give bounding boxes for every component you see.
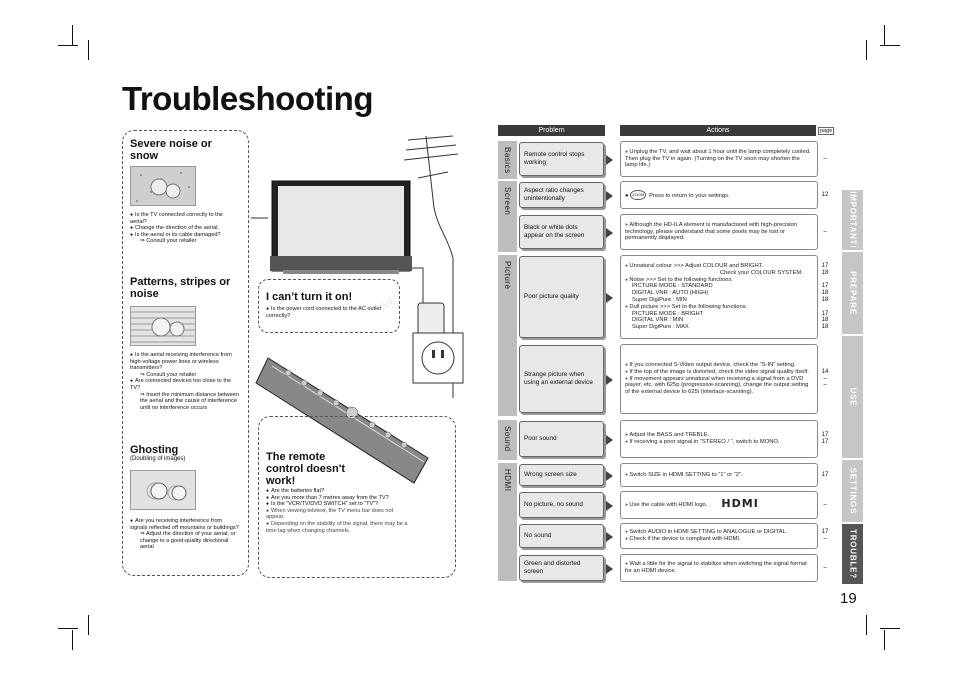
- stripes-illustration: [130, 306, 196, 346]
- action-line: ● If the top of the image is distorted, check the video signal quality itself.: [625, 369, 813, 376]
- arrow-icon: [606, 501, 613, 511]
- action-line: [625, 149, 813, 169]
- patterns-heading: Patterns, stripes or noise: [130, 276, 231, 300]
- page-ref: –: [823, 564, 827, 571]
- remote-brand-logo: JVC: [378, 296, 399, 314]
- action-cell: [620, 554, 818, 582]
- crop-mark: [88, 615, 89, 635]
- page-ref-cell: [818, 463, 832, 487]
- bullet-item: ⇒ Insert the minimum distance between the aerial and the cause of interference until no interference occurs: [130, 392, 240, 412]
- action-cell: [620, 255, 818, 339]
- tab-trouble[interactable]: [842, 524, 863, 584]
- action-line: [625, 561, 813, 575]
- crop-mark: [88, 40, 89, 60]
- patterns-bullets: [130, 352, 240, 411]
- arrow-icon: [606, 155, 613, 165]
- crop-mark: [866, 40, 867, 60]
- page-ref: 17: [821, 439, 829, 445]
- bullet-item: ● Is the “VCR/TV/DVD SWITCH” set to “TV”?: [266, 501, 411, 508]
- tab-label: TROUBLE?: [848, 529, 857, 579]
- page-ref: 12: [821, 191, 829, 198]
- crop-mark: [72, 630, 73, 650]
- bullet-item: ● Change the direction of the aerial.: [130, 225, 240, 232]
- category-label: HDMI: [502, 469, 512, 492]
- ghosting-heading: Ghosting: [130, 444, 179, 456]
- tab-label: IMPORTANT!: [848, 191, 857, 249]
- severe-bullets: [130, 212, 240, 245]
- category-screen: [498, 181, 517, 252]
- page-ref: 17: [821, 471, 829, 478]
- hdmi-logo: HDMI: [721, 497, 759, 511]
- problem-cell: Aspect ratio changes unintentionally: [519, 182, 604, 208]
- bullet-item: ● Is the aerial receiving interference from high-voltage power lines or wireless transmitters?: [130, 352, 240, 372]
- action-line: ● If receiving a poor signal in “STEREO / ”, switch to MONO.: [625, 439, 813, 446]
- page-ref: –: [823, 536, 827, 542]
- problem-cell: Poor picture quality: [519, 256, 604, 338]
- page-ref-cell: [818, 344, 832, 414]
- bullet-item: ● Depending on the stability of the signal, there may be a time lag when changing channels.: [266, 521, 411, 534]
- action-line: ● Check if the device is compliant with HDMI.: [625, 536, 813, 543]
- bullet-item: ● Are the batteries flat?: [266, 488, 411, 495]
- page-number: 19: [840, 590, 857, 607]
- crop-mark: [58, 45, 78, 46]
- category-label: Basics: [502, 147, 512, 174]
- action-text: Switch SIZE in HDMI SETTING to “1” or “2”.: [629, 471, 743, 478]
- page-ref: [818, 304, 832, 311]
- page-ref-cell: [818, 181, 832, 209]
- crop-mark: [884, 25, 885, 45]
- ghosting-sub: (Doubling of images): [130, 456, 186, 462]
- action-line: ● If you connected S-Video output device, check the “S-IN” setting.: [625, 362, 813, 369]
- tab-prepare[interactable]: [842, 252, 863, 334]
- bullet-item: ⇒ Consult your retailer: [130, 238, 240, 245]
- action-line: Check your COLOUR SYSTEM.: [720, 269, 803, 276]
- cant-turn-on-bullets: [266, 306, 394, 319]
- action-cell: [620, 463, 818, 487]
- cant-turn-on-heading: I can’t turn it on!: [266, 291, 353, 303]
- action-line: ● Unnatural colour >>> Adjust COLOUR and BRIGHT.: [625, 263, 813, 270]
- action-line: Super DigiPure : MIN: [632, 297, 687, 303]
- problem-cell: Green and distorted screen: [519, 555, 604, 581]
- problem-cell: Poor sound: [519, 421, 604, 457]
- bullet-item: ⇒ Consult your retailer: [130, 372, 240, 379]
- problem-cell: No sound: [519, 524, 604, 548]
- action-line: PICTURE MODE : STANDARD: [632, 283, 713, 290]
- page-ref: [818, 277, 832, 284]
- ghosting-illustration: [130, 470, 196, 510]
- page-ref-cell: [818, 255, 832, 339]
- bullet-item: ● Are you more than 7 metres away from the TV?: [266, 495, 411, 502]
- arrow-icon: [606, 564, 613, 574]
- action-cell: [620, 491, 818, 519]
- page-ref: 18: [821, 297, 829, 303]
- crop-mark: [58, 628, 78, 629]
- problem-cell: Remote control stops working: [519, 142, 604, 176]
- category-sound: [498, 420, 517, 460]
- action-line: PICTURE MODE : BRIGHT: [632, 310, 704, 317]
- action-line: DIGITAL VNR : MIN: [632, 317, 684, 324]
- tab-label: PREPARE: [848, 271, 857, 315]
- page-ref: 17: [821, 529, 829, 536]
- crop-mark: [72, 25, 73, 45]
- snow-illustration: [130, 166, 196, 206]
- ghosting-bullets: [130, 518, 240, 551]
- page-ref: –: [823, 382, 827, 389]
- action-line: [625, 222, 813, 242]
- crop-mark: [880, 628, 900, 629]
- tab-important[interactable]: [842, 190, 863, 250]
- page-ref: –: [823, 155, 827, 162]
- page-ref: 18: [821, 324, 829, 331]
- arrow-icon: [606, 471, 613, 481]
- crop-mark: [866, 615, 867, 635]
- problem-cell: No picture, no sound: [519, 492, 604, 518]
- action-cell: [620, 523, 818, 549]
- page-ref-cell: [818, 491, 832, 519]
- action-cell: [620, 181, 818, 209]
- page-ref: –: [823, 501, 827, 508]
- page-ref: 17: [821, 283, 829, 290]
- category-picture: [498, 255, 517, 416]
- page-ref: 18: [821, 290, 829, 297]
- tab-settings[interactable]: [842, 460, 863, 522]
- arrow-icon: [606, 375, 613, 385]
- tab-use[interactable]: [842, 336, 863, 458]
- action-text: Press to return to your settings.: [649, 192, 730, 199]
- action-line: DIGITAL VNR : AUTO (HIGH): [632, 290, 709, 297]
- action-line: ● If movement appears unnatural when receiving a signal from a DVD player, etc. with 625p (progressive-scanning), change the output setting of the external device to 625i (interlace-scanning).: [625, 376, 813, 396]
- action-text: Wait a little for the signal to stabilize when switching the signal format for an HDMI device.: [625, 561, 807, 574]
- page-ref-cell: [818, 214, 832, 250]
- bullet-item: ⇒ Adjust the direction of your aerial, or change to a good-quality directional aerial: [130, 531, 240, 551]
- severe-heading: Severe noise or snow: [130, 138, 212, 162]
- action-line: ● Adjust the BASS and TREBLE.: [625, 432, 813, 439]
- category-hdmi: [498, 463, 517, 581]
- problem-cell: Wrong screen size: [519, 464, 604, 486]
- page-ref: 18: [821, 317, 829, 324]
- action-line: Super DigiPure : MAX: [632, 324, 689, 331]
- page-ref: 17: [821, 263, 829, 270]
- page-ref-cell: [818, 554, 832, 582]
- action-cell: [620, 214, 818, 250]
- page-title: Troubleshooting: [122, 80, 373, 117]
- problem-cell: Black or white dots appear on the screen: [519, 215, 604, 249]
- arrow-icon: [606, 293, 613, 303]
- bullet-item: ● Are you receiving interference from signals reflected off mountains or buildings?: [130, 518, 240, 531]
- crop-mark: [880, 45, 900, 46]
- page-ref: –: [823, 375, 827, 382]
- action-line: ● ZOOM Press to return to your settings.: [625, 191, 730, 199]
- header-page: page: [820, 128, 833, 134]
- action-cell: [620, 141, 818, 177]
- category-basics: [498, 141, 517, 179]
- remote-bullets: [266, 488, 411, 534]
- category-label: Sound: [502, 426, 512, 452]
- bullet-item: ● When viewing teletext, the TV menu bar does not appear.: [266, 508, 411, 521]
- bullet-item: ● Is the aerial or its cable damaged?: [130, 232, 240, 239]
- page-ref-cell: [818, 420, 832, 458]
- action-line: [625, 497, 813, 511]
- zoom-button-icon: ZOOM: [630, 190, 646, 201]
- action-cell: [620, 344, 818, 414]
- arrow-icon: [606, 435, 613, 445]
- tab-label: SETTINGS: [848, 467, 857, 515]
- problem-cell: Strange picture when using an external device: [519, 345, 604, 413]
- tab-label: USE: [848, 387, 857, 407]
- arrow-icon: [606, 228, 613, 238]
- bullet-item: ● Is the TV connected correctly to the aerial?: [130, 212, 240, 225]
- action-text: Use the cable with HDMI logo.: [629, 502, 708, 509]
- arrow-icon: [606, 191, 613, 201]
- action-text: Unplug the TV, and wait about 1 hour until the lamp completely cooled. Then plug the TV in again. (Turning on the TV soon may shorten the lamp life.): [625, 148, 811, 169]
- arrow-icon: [606, 532, 613, 542]
- header-problem: Problem: [498, 125, 605, 136]
- action-line: ● Dull picture >>> Set to the following functions.: [625, 304, 813, 311]
- page-ref-cell: [818, 523, 832, 549]
- action-line: ● Switch AUDIO in HDMI SETTING to ANALOGUE or DIGITAL.: [625, 529, 813, 536]
- page-ref: 14: [821, 368, 829, 375]
- page-ref: –: [823, 228, 827, 235]
- bullet-item: ● Is the power cord connected to the AC outlet correctly?: [266, 306, 394, 319]
- page-ref: 17: [821, 310, 829, 317]
- crop-mark: [884, 630, 885, 650]
- action-line: ● Noise >>> Set to the following functions.: [625, 277, 813, 284]
- category-label: Picture: [502, 261, 512, 290]
- bullet-item: ● Are connected devices too close to the TV?: [130, 378, 240, 391]
- page-ref: 17: [821, 432, 829, 439]
- page-ref: 18: [821, 269, 829, 276]
- action-cell: [620, 420, 818, 458]
- remote-heading: The remote control doesn't work!: [266, 451, 346, 487]
- header-actions: Actions: [620, 125, 816, 136]
- action-text: Although the HD-ILA element is manufactured with high-precision technology, please understand that some pixels may be lost or permanently displayed.: [625, 221, 797, 242]
- page-ref-cell: [818, 141, 832, 177]
- action-line: [625, 472, 813, 479]
- category-label: Screen: [502, 187, 512, 216]
